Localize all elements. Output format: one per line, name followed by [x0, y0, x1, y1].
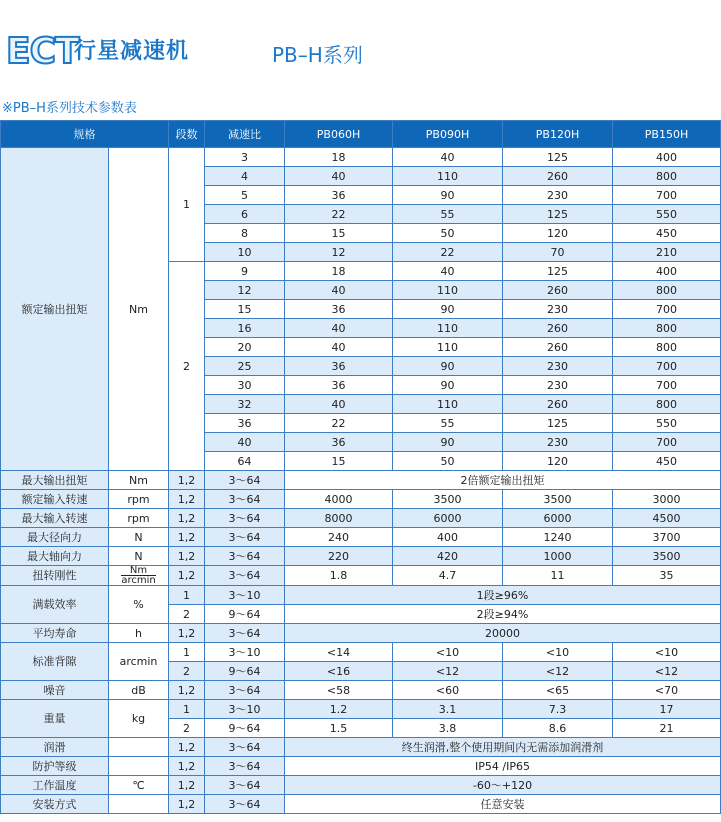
cell-value: 36 [285, 300, 393, 319]
cell-value: 90 [393, 186, 503, 205]
cell-value: 36 [285, 186, 393, 205]
cell-value: 230 [503, 376, 613, 395]
cell-value: 3.8 [393, 719, 503, 738]
cell-value: 7.3 [503, 700, 613, 719]
row-stage: 2 [169, 662, 205, 681]
cell-value: 11 [503, 566, 613, 586]
cell-value: <58 [285, 681, 393, 700]
cell-value: 40 [285, 167, 393, 186]
cell-value: 15 [285, 452, 393, 471]
row-label: 平均寿命 [1, 624, 109, 643]
cell-value: 90 [393, 300, 503, 319]
rated-torque-unit: Nm [109, 148, 169, 471]
cell-value: 125 [503, 148, 613, 167]
col-spec: 规格 [1, 121, 169, 148]
cell-value: 400 [613, 148, 721, 167]
row-ratio: 3～10 [205, 700, 285, 719]
cell-value: <12 [393, 662, 503, 681]
table-row [1, 681, 721, 700]
cell-value: 110 [393, 395, 503, 414]
cell-value: <12 [503, 662, 613, 681]
row-stage: 1,2 [169, 528, 205, 547]
cell-value: 70 [503, 243, 613, 262]
row-unit [109, 566, 169, 586]
cell-value: 120 [503, 224, 613, 243]
cell-value: 4500 [613, 509, 721, 528]
row-label: 噪音 [1, 681, 109, 700]
cell-value: <60 [393, 681, 503, 700]
cell-value: 3500 [503, 490, 613, 509]
cell-value: 110 [393, 167, 503, 186]
cell-value: 1.8 [285, 566, 393, 586]
page-header [0, 0, 720, 120]
cell-value: 18 [285, 262, 393, 281]
row-value: 任意安装 [285, 795, 721, 814]
cell-value: 3500 [613, 547, 721, 566]
row-unit: kg [109, 700, 169, 738]
row-ratio: 3～10 [205, 586, 285, 605]
cell-value: 700 [613, 357, 721, 376]
row-label: 重量 [1, 700, 109, 738]
ratio-cell: 32 [205, 395, 285, 414]
row-ratio: 3～64 [205, 757, 285, 776]
cell-value: 55 [393, 414, 503, 433]
table-caption: ※PB–H系列技术参数表 [2, 101, 137, 116]
logo-text: ECT [6, 31, 79, 72]
row-ratio: 3～64 [205, 566, 285, 586]
row-unit: arcmin [109, 643, 169, 681]
row-stage: 1,2 [169, 776, 205, 795]
row-ratio: 3～64 [205, 776, 285, 795]
row-stage: 1,2 [169, 509, 205, 528]
ratio-cell: 4 [205, 167, 285, 186]
table-row [1, 738, 721, 757]
ratio-cell: 9 [205, 262, 285, 281]
unit-numerator: Nm [121, 566, 155, 576]
cell-value: 3.1 [393, 700, 503, 719]
cell-value: 120 [503, 452, 613, 471]
table-body [1, 148, 721, 814]
row-value: 2倍额定输出扭矩 [285, 471, 721, 490]
ratio-cell: 12 [205, 281, 285, 300]
row-stage: 1 [169, 586, 205, 605]
row-label: 扭转刚性 [1, 566, 109, 586]
row-stage: 1,2 [169, 738, 205, 757]
ratio-cell: 64 [205, 452, 285, 471]
row-label: 最大输出扭矩 [1, 471, 109, 490]
row-unit: Nm [109, 471, 169, 490]
table-row [1, 776, 721, 795]
cell-value: 800 [613, 167, 721, 186]
cell-value: 50 [393, 224, 503, 243]
unit-denominator: arcmin [121, 575, 156, 586]
cell-value: 110 [393, 281, 503, 300]
col-ratio: 减速比 [205, 121, 285, 148]
cell-value: 6000 [393, 509, 503, 528]
cell-value: 125 [503, 414, 613, 433]
row-unit [109, 757, 169, 776]
row-stage: 1,2 [169, 795, 205, 814]
row-ratio: 3～64 [205, 490, 285, 509]
cell-value: 800 [613, 395, 721, 414]
table-row [1, 757, 721, 776]
cell-value: 550 [613, 414, 721, 433]
cell-value: 700 [613, 186, 721, 205]
cell-value: 15 [285, 224, 393, 243]
row-unit [109, 795, 169, 814]
cell-value: <14 [285, 643, 393, 662]
table-row [1, 148, 721, 167]
cell-value: <10 [393, 643, 503, 662]
cell-value: 35 [613, 566, 721, 586]
cell-value: 4000 [285, 490, 393, 509]
row-label: 防护等级 [1, 757, 109, 776]
row-unit: dB [109, 681, 169, 700]
row-unit: rpm [109, 509, 169, 528]
row-stage: 2 [169, 605, 205, 624]
row-stage: 1 [169, 700, 205, 719]
table-row [1, 624, 721, 643]
table-row [1, 643, 721, 662]
row-stage: 1 [169, 643, 205, 662]
cell-value: 8.6 [503, 719, 613, 738]
cell-value: 3000 [613, 490, 721, 509]
cell-value: <10 [613, 643, 721, 662]
cell-value: 36 [285, 433, 393, 452]
cell-value: 40 [393, 148, 503, 167]
cell-value: 22 [393, 243, 503, 262]
cell-value: <70 [613, 681, 721, 700]
ratio-cell: 8 [205, 224, 285, 243]
ratio-cell: 15 [205, 300, 285, 319]
cell-value: 125 [503, 262, 613, 281]
ratio-cell: 40 [205, 433, 285, 452]
table-row [1, 490, 721, 509]
cell-value: 550 [613, 205, 721, 224]
cell-value: 17 [613, 700, 721, 719]
cell-value: 450 [613, 452, 721, 471]
row-unit [109, 738, 169, 757]
cell-value: 21 [613, 719, 721, 738]
spec-table [0, 120, 721, 814]
row-label: 标准背隙 [1, 643, 109, 681]
cell-value: 450 [613, 224, 721, 243]
cell-value: 230 [503, 433, 613, 452]
stage-2: 2 [169, 262, 205, 471]
cell-value: 50 [393, 452, 503, 471]
row-value: 20000 [285, 624, 721, 643]
ratio-cell: 30 [205, 376, 285, 395]
cell-value: 230 [503, 357, 613, 376]
cell-value: <10 [503, 643, 613, 662]
table-row [1, 547, 721, 566]
ratio-cell: 36 [205, 414, 285, 433]
row-value: 2段≥94% [285, 605, 721, 624]
cell-value: 110 [393, 338, 503, 357]
cell-value: 400 [613, 262, 721, 281]
cell-value: 4.7 [393, 566, 503, 586]
row-ratio: 9～64 [205, 719, 285, 738]
row-ratio: 3～64 [205, 738, 285, 757]
row-stage: 1,2 [169, 681, 205, 700]
cell-value: 210 [613, 243, 721, 262]
row-ratio: 3～64 [205, 624, 285, 643]
cell-value: 90 [393, 376, 503, 395]
row-label: 工作温度 [1, 776, 109, 795]
cell-value: 700 [613, 300, 721, 319]
series-name: PB–H系列 [272, 43, 363, 67]
row-stage: 1,2 [169, 547, 205, 566]
ratio-cell: 5 [205, 186, 285, 205]
row-label: 最大输入转速 [1, 509, 109, 528]
table-row [1, 566, 721, 586]
cell-value: 90 [393, 433, 503, 452]
cell-value: 800 [613, 338, 721, 357]
col-stage: 段数 [169, 121, 205, 148]
row-ratio: 3～64 [205, 471, 285, 490]
row-value: IP54 /IP65 [285, 757, 721, 776]
table-row [1, 509, 721, 528]
ratio-cell: 16 [205, 319, 285, 338]
cell-value: 1240 [503, 528, 613, 547]
row-label: 安装方式 [1, 795, 109, 814]
cell-value: 1.2 [285, 700, 393, 719]
cell-value: 400 [393, 528, 503, 547]
cell-value: 40 [393, 262, 503, 281]
row-ratio: 3～10 [205, 643, 285, 662]
table-row [1, 586, 721, 605]
cell-value: 230 [503, 186, 613, 205]
cell-value: 230 [503, 300, 613, 319]
row-stage: 1,2 [169, 624, 205, 643]
cell-value: 12 [285, 243, 393, 262]
row-stage: 2 [169, 719, 205, 738]
unit-fraction [121, 566, 155, 585]
row-label: 满载效率 [1, 586, 109, 624]
cell-value: 55 [393, 205, 503, 224]
ratio-cell: 10 [205, 243, 285, 262]
cell-value: 3500 [393, 490, 503, 509]
col-pb060h: PB060H [285, 121, 393, 148]
cell-value: 800 [613, 319, 721, 338]
stage-1: 1 [169, 148, 205, 262]
cell-value: 40 [285, 319, 393, 338]
cell-value: 3700 [613, 528, 721, 547]
cell-value: 8000 [285, 509, 393, 528]
cell-value: 90 [393, 357, 503, 376]
cell-value: 6000 [503, 509, 613, 528]
cell-value: 220 [285, 547, 393, 566]
row-unit: N [109, 528, 169, 547]
row-unit: h [109, 624, 169, 643]
row-ratio: 3～64 [205, 528, 285, 547]
row-label: 最大径向力 [1, 528, 109, 547]
row-ratio: 3～64 [205, 681, 285, 700]
row-stage: 1,2 [169, 757, 205, 776]
cell-value: 22 [285, 205, 393, 224]
cell-value: 1.5 [285, 719, 393, 738]
rated-torque-label: 额定输出扭矩 [1, 148, 109, 471]
table-header-row [1, 121, 721, 148]
row-unit: ℃ [109, 776, 169, 795]
cell-value: 240 [285, 528, 393, 547]
ratio-cell: 6 [205, 205, 285, 224]
cell-value: 260 [503, 167, 613, 186]
cell-value: <12 [613, 662, 721, 681]
table-row [1, 795, 721, 814]
cell-value: 22 [285, 414, 393, 433]
cell-value: 110 [393, 319, 503, 338]
ratio-cell: 20 [205, 338, 285, 357]
col-pb090h: PB090H [393, 121, 503, 148]
ect-logo [6, 27, 79, 72]
cell-value: <65 [503, 681, 613, 700]
cell-value: 800 [613, 281, 721, 300]
cell-value: 1000 [503, 547, 613, 566]
row-value: 终生润滑,整个使用期间内无需添加润滑剂 [285, 738, 721, 757]
cell-value: <16 [285, 662, 393, 681]
table-row [1, 700, 721, 719]
row-unit: rpm [109, 490, 169, 509]
page-title: 行星减速机 [74, 39, 190, 64]
cell-value: 260 [503, 281, 613, 300]
ratio-cell: 3 [205, 148, 285, 167]
row-value: 1段≥96% [285, 586, 721, 605]
row-stage: 1,2 [169, 566, 205, 586]
cell-value: 40 [285, 338, 393, 357]
cell-value: 260 [503, 338, 613, 357]
cell-value: 420 [393, 547, 503, 566]
col-pb120h: PB120H [503, 121, 613, 148]
cell-value: 18 [285, 148, 393, 167]
cell-value: 40 [285, 395, 393, 414]
row-stage: 1,2 [169, 490, 205, 509]
cell-value: 700 [613, 376, 721, 395]
cell-value: 700 [613, 433, 721, 452]
row-label: 润滑 [1, 738, 109, 757]
row-ratio: 9～64 [205, 662, 285, 681]
row-stage: 1,2 [169, 471, 205, 490]
row-ratio: 3～64 [205, 509, 285, 528]
row-unit: % [109, 586, 169, 624]
row-ratio: 3～64 [205, 795, 285, 814]
cell-value: 260 [503, 319, 613, 338]
table-row [1, 528, 721, 547]
cell-value: 260 [503, 395, 613, 414]
table-row [1, 471, 721, 490]
row-unit: N [109, 547, 169, 566]
row-label: 最大轴向力 [1, 547, 109, 566]
ratio-cell: 25 [205, 357, 285, 376]
cell-value: 40 [285, 281, 393, 300]
col-pb150h: PB150H [613, 121, 721, 148]
row-ratio: 3～64 [205, 547, 285, 566]
row-label: 额定输入转速 [1, 490, 109, 509]
cell-value: 36 [285, 376, 393, 395]
row-ratio: 9～64 [205, 605, 285, 624]
row-value: -60～+120 [285, 776, 721, 795]
cell-value: 125 [503, 205, 613, 224]
cell-value: 36 [285, 357, 393, 376]
